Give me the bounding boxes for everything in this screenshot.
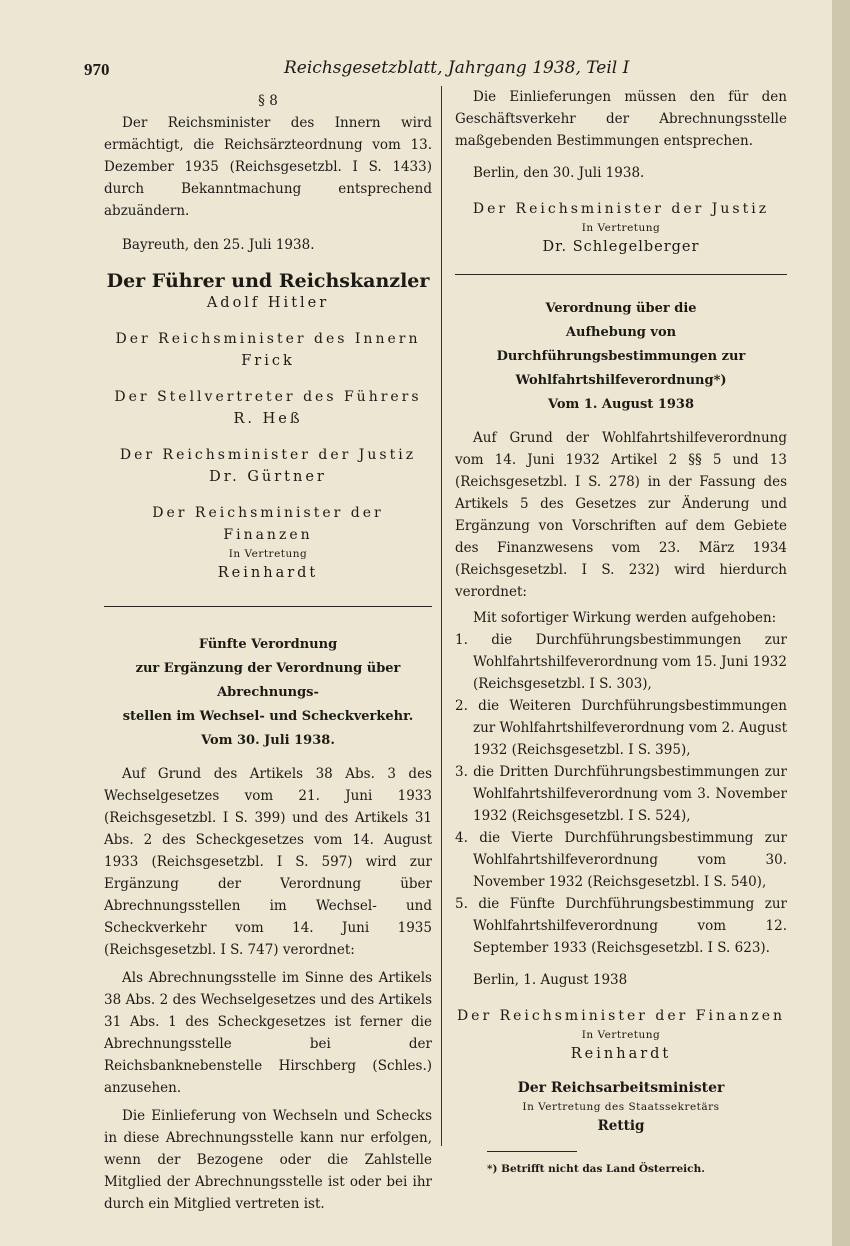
section-text: Der Reichsminister des Innern wird ermächtigt, die Reichsärzteordnung vom 13. Dezember 1935 (Reichsgesetzbl. I S. 1433) durch Bekanntmachung entsprechend abzuändern. bbox=[104, 115, 432, 219]
footnote-rule bbox=[487, 1151, 577, 1152]
list-item: 5. die Fünfte Durchführungsbestimmung zur Wohlfahrtshilfeverordnung vom 12. September 1933 (Reichsgesetzbl. I S. 623). bbox=[455, 896, 787, 956]
signatory-name: Frick bbox=[241, 353, 295, 369]
decree-title: zur Ergänzung der Verordnung über Abrechnungs- bbox=[135, 661, 401, 700]
signatory-name: Reinhardt bbox=[217, 565, 319, 581]
section-rule bbox=[104, 606, 432, 607]
place-date: Berlin, 1. August 1938 bbox=[473, 972, 628, 988]
footnote: *) Betrifft nicht das Land Österreich. bbox=[487, 1163, 705, 1175]
decree-date: Vom 30. Juli 1938. bbox=[201, 733, 335, 748]
decree-title: Aufhebung von Durchführungsbestimmungen zur bbox=[496, 325, 746, 364]
signatory-name: Dr. Gürtner bbox=[209, 469, 327, 485]
signatory-name: Dr. Schlegelberger bbox=[542, 239, 700, 255]
place-date: Bayreuth, den 25. Juli 1938. bbox=[122, 237, 315, 253]
paragraph: Die Einlieferung von Wechseln und Schecks in diese Abrechnungsstelle kann nur erfolgen, wenn der Bezogene oder die Zahlstelle Mitglied der Abrechnungsstelle ist oder bei ihr durch ein Mitglied vertreten ist. bbox=[104, 1108, 432, 1212]
paragraph: Mit sofortiger Wirkung werden aufgehoben: bbox=[473, 610, 777, 626]
signatory-name: Reinhardt bbox=[570, 1046, 672, 1062]
page-header bbox=[84, 52, 772, 86]
fuehrer-title: Der Führer und Reichskanzler bbox=[106, 270, 430, 292]
signatory-office: Der Reichsarbeitsminister bbox=[517, 1080, 725, 1096]
decree-title: stellen im Wechsel- und Scheckverkehr. bbox=[122, 709, 414, 724]
page-number: 970 bbox=[84, 60, 110, 79]
signatory-deputy: In Vertretung bbox=[581, 222, 661, 234]
paragraph: Auf Grund der Wohlfahrtshilfeverordnung vom 14. Juni 1932 Artikel 2 §§ 5 und 13 (Reichsgesetzbl. I S. 278) in der Fassung des Artikels 5 des Gesetzes zur Änderung und Ergänzung von Vorschriften auf dem Gebiete des Finanzwesens vom 23. März 1934 (Reichsgesetzbl. I S. 232) wird hierdurch verordnet: bbox=[455, 430, 787, 600]
paragraph: Als Abrechnungsstelle im Sinne des Artikels 38 Abs. 2 des Wechselgesetzes und des Artikels 31 Abs. 1 des Scheckgesetzes ist ferner die Abrechnungsstelle bei der Reichsbanknebenstelle Hirschberg (Schles.) anzusehen. bbox=[104, 970, 432, 1096]
running-title: Reichsgesetzblatt, Jahrgang 1938, Teil I bbox=[284, 58, 630, 78]
signatory-deputy: In Vertretung des Staatssekretärs bbox=[522, 1101, 720, 1113]
paragraph: Auf Grund des Artikels 38 Abs. 3 des Wechselgesetzes vom 21. Juni 1933 (Reichsgesetzbl. I S. 399) und des Artikels 31 Abs. 2 des Scheckgesetzes vom 14. August 1933 (Reichsgesetzbl. I S. 597) wird zur Ergänzung der Verordnung über Abrechnungsstellen im Wechsel- und Scheckverkehr vom 14. Juni 1935 (Reichsgesetzbl. I S. 747) verordnet: bbox=[104, 766, 432, 958]
left-column bbox=[104, 90, 432, 1215]
signatory-office: Der Reichsminister der Justiz bbox=[119, 447, 417, 463]
signatory-deputy: In Vertretung bbox=[581, 1029, 661, 1041]
list-item: 2. die Weiteren Durchführungsbestimmungen zur Wohlfahrtshilfeverordnung vom 2. August 1932 (Reichsgesetzbl. I S. 395), bbox=[455, 698, 787, 758]
fuehrer-name: Adolf Hitler bbox=[206, 295, 330, 311]
signatory-name: Rettig bbox=[597, 1118, 645, 1134]
section-heading: § 8 bbox=[258, 93, 278, 109]
decree-title: Wohlfahrtshilfeverordnung*) bbox=[515, 373, 727, 388]
section-rule bbox=[455, 274, 787, 275]
place-date: Berlin, den 30. Juli 1938. bbox=[473, 165, 645, 181]
decree-date: Vom 1. August 1938 bbox=[547, 397, 695, 412]
decree-title: Fünfte Verordnung bbox=[198, 637, 338, 652]
column-divider bbox=[441, 86, 442, 1146]
decree-title: Verordnung über die bbox=[545, 301, 697, 316]
signatory-name: R. Heß bbox=[233, 411, 303, 427]
right-column bbox=[455, 86, 787, 1180]
signatory-office: Der Reichsminister der Justiz bbox=[472, 201, 770, 217]
signatory-deputy: In Vertretung bbox=[228, 548, 308, 560]
list-item: 3. die Dritten Durchführungsbestimmungen zur Wohlfahrtshilfeverordnung vom 3. November 1932 (Reichsgesetzbl. I S. 524), bbox=[455, 764, 787, 824]
signatory-office: Der Reichsminister der Finanzen bbox=[456, 1008, 786, 1024]
list-item: 4. die Vierte Durchführungsbestimmung zur Wohlfahrtshilfeverordnung vom 30. November 1932 (Reichsgesetzbl. I S. 540), bbox=[455, 830, 787, 890]
signatory-office: Der Reichsminister der Finanzen bbox=[152, 505, 384, 543]
signatory-office: Der Stellvertreter des Führers bbox=[114, 389, 422, 405]
paragraph: Die Einlieferungen müssen den für den Geschäftsverkehr der Abrechnungsstelle maßgebenden Bestimmungen entsprechen. bbox=[455, 89, 787, 149]
signatory-office: Der Reichsminister des Innern bbox=[115, 331, 421, 347]
list-item: 1. die Durchführungsbestimmungen zur Wohlfahrtshilfeverordnung vom 15. Juni 1932 (Reichsgesetzbl. I S. 303), bbox=[455, 632, 787, 692]
